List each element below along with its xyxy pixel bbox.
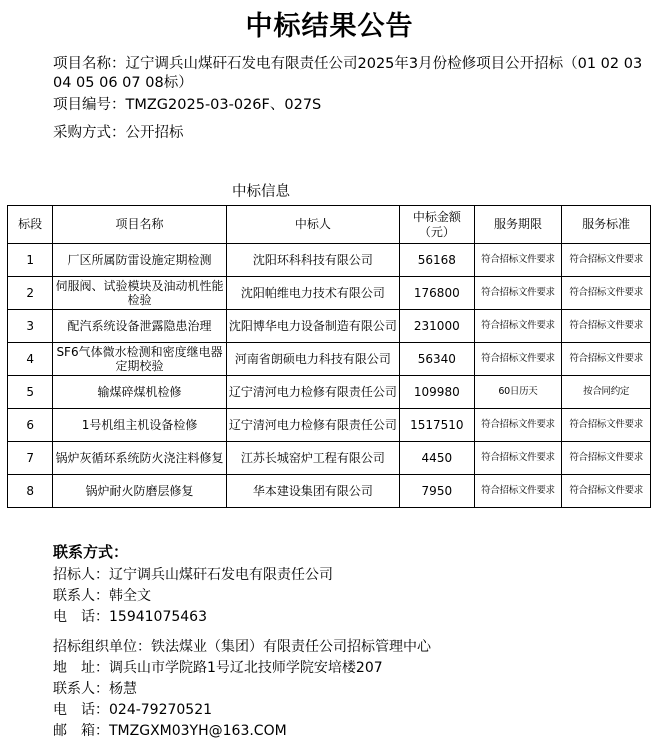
cell-amount: 1517510 <box>400 409 475 442</box>
cell-standard: 符合招标文件要求 <box>562 442 651 475</box>
cell-amount: 109980 <box>400 376 475 409</box>
cell-amount: 4450 <box>400 442 475 475</box>
cell-amount: 56340 <box>400 343 475 376</box>
cell-period: 符合招标文件要求 <box>474 244 562 277</box>
cell-winner: 河南省朗硕电力科技有限公司 <box>226 343 399 376</box>
cell-project: 输煤碎煤机检修 <box>53 376 226 409</box>
cell-period: 符合招标文件要求 <box>474 475 562 508</box>
table-row <box>8 442 651 475</box>
table-row <box>8 310 651 343</box>
agency: 招标组织单位：铁法煤业（集团）有限责任公司招标管理中心 <box>53 639 431 655</box>
project-number: 项目编号：TMZG2025-03-026F、027S <box>53 97 322 113</box>
header-project: 项目名称 <box>53 206 226 244</box>
cell-section: 3 <box>8 310 53 343</box>
cell-amount: 7950 <box>400 475 475 508</box>
cell-section: 1 <box>8 244 53 277</box>
cell-winner: 辽宁清河电力检修有限责任公司 <box>226 409 399 442</box>
contact-title: 联系方式： <box>53 543 129 561</box>
agency-phone: 电 话：024-79270521 <box>53 702 213 718</box>
table-row <box>8 277 651 310</box>
cell-winner: 沈阳帕维电力技术有限公司 <box>226 277 399 310</box>
cell-project: 锅炉灰循环系统防火浇注料修复 <box>53 442 226 475</box>
cell-amount: 56168 <box>400 244 475 277</box>
cell-period: 符合招标文件要求 <box>474 442 562 475</box>
cell-standard: 符合招标文件要求 <box>562 244 651 277</box>
header-section: 标段 <box>8 206 53 244</box>
table-row <box>8 244 651 277</box>
cell-section: 4 <box>8 343 53 376</box>
table-row <box>8 409 651 442</box>
cell-winner: 沈阳环科科技有限公司 <box>226 244 399 277</box>
cell-period: 符合招标文件要求 <box>474 277 562 310</box>
cell-project: SF6气体微水检测和密度继电器定期校验 <box>53 343 226 376</box>
project-name: 项目名称：辽宁调兵山煤矸石发电有限责任公司2025年3月份检修项目公开招标（01 02 03 04 05 06 07 08标） <box>53 56 643 91</box>
header-period: 服务期限 <box>474 206 562 244</box>
tenderer-phone: 电 话：15941075463 <box>53 609 207 625</box>
cell-project: 1号机组主机设备检修 <box>53 409 226 442</box>
cell-standard: 符合招标文件要求 <box>562 277 651 310</box>
agency-email: 邮 箱：TMZGXM03YH@163.COM <box>53 723 287 739</box>
cell-project: 厂区所属防雷设施定期检测 <box>53 244 226 277</box>
agency-address: 地 址：调兵山市学院路1号辽北技师学院安培楼207 <box>53 660 383 676</box>
cell-standard: 符合招标文件要求 <box>562 475 651 508</box>
table-header-row <box>8 206 651 244</box>
cell-amount: 231000 <box>400 310 475 343</box>
cell-period: 符合招标文件要求 <box>474 409 562 442</box>
award-table <box>7 205 651 508</box>
cell-period: 符合招标文件要求 <box>474 343 562 376</box>
cell-project: 配汽系统设备泄露隐患治理 <box>53 310 226 343</box>
page-title: 中标结果公告 <box>245 11 414 42</box>
header-amount: 中标金额（元） <box>400 206 475 244</box>
cell-section: 7 <box>8 442 53 475</box>
table-row <box>8 475 651 508</box>
table-caption: 中标信息 <box>232 184 290 200</box>
cell-winner: 华本建设集团有限公司 <box>226 475 399 508</box>
cell-period: 符合招标文件要求 <box>474 310 562 343</box>
table-row <box>8 376 651 409</box>
cell-standard: 符合招标文件要求 <box>562 343 651 376</box>
cell-amount: 176800 <box>400 277 475 310</box>
cell-period: 60日历天 <box>474 376 562 409</box>
cell-section: 2 <box>8 277 53 310</box>
cell-section: 6 <box>8 409 53 442</box>
tenderer-contact: 联系人：韩全文 <box>53 588 151 604</box>
header-standard: 服务标准 <box>562 206 651 244</box>
cell-section: 5 <box>8 376 53 409</box>
cell-project: 伺服阀、试验模块及油动机性能检验 <box>53 277 226 310</box>
cell-standard: 符合招标文件要求 <box>562 310 651 343</box>
table-row <box>8 343 651 376</box>
tenderer: 招标人：辽宁调兵山煤矸石发电有限责任公司 <box>53 567 333 583</box>
cell-standard: 符合招标文件要求 <box>562 409 651 442</box>
cell-winner: 江苏长城窑炉工程有限公司 <box>226 442 399 475</box>
agency-contact: 联系人：杨慧 <box>53 681 137 697</box>
procurement-method: 采购方式：公开招标 <box>53 125 184 141</box>
cell-winner: 沈阳博华电力设备制造有限公司 <box>226 310 399 343</box>
cell-standard: 按合同约定 <box>562 376 651 409</box>
cell-section: 8 <box>8 475 53 508</box>
cell-winner: 辽宁清河电力检修有限责任公司 <box>226 376 399 409</box>
header-winner: 中标人 <box>226 206 399 244</box>
cell-project: 锅炉耐火防磨层修复 <box>53 475 226 508</box>
